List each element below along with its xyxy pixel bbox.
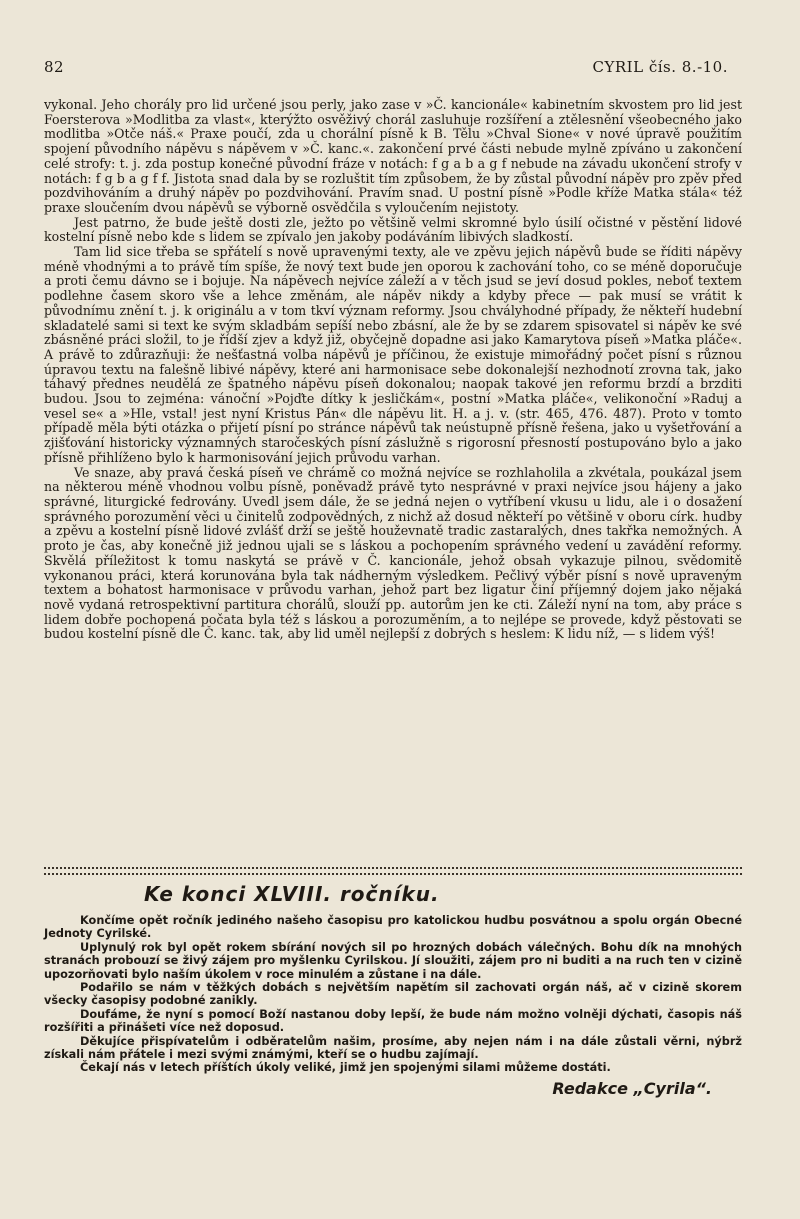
notice-paragraph: Podařilo se nám v těžkých dobách s největším napětím sil zachovati orgán náš, ač v cizině skorem všecky časopisy podobné zanikly.: [44, 981, 742, 1008]
article-paragraph: Ve snaze, aby pravá česká píseň ve chrámě co možná nejvíce se rozhlaholila a zkvétala, poukázal jsem na některou méně vhodnou volbu písně, poněvadž právě tyto nesprávné v praxi nejvíce jsou hájeny a jako správné, liturgické fedrovány. Uvedl jsem dále, že se jedná nejen o vytříbení vkusu u lidu, ale i o dosažení správného porozumění věci u činitelů zodpovědných, z nichž až dosud někteří po většině v oboru círk. hudby a zpěvu a kostelní písně lidové zvlášť drží se ještě houževnatě tradic zastaralých, dnes takřka nemožných. A proto je čas, aby konečně již jednou ujali se s láskou a pochopením správného vedení u zavádění reformy. Skvělá příležitost k tomu naskytá se právě v Č. kancionále, jehož obsah vykazuje pilnou, svědomitě vykonanou práci, která korunována byla tak nádherným výsledkem. Pečlivý výběr písní s nově upraveným textem a bohatost harmonisace v průvodu varhan, jehož part bez ligatur činí příjemný dojem jako nějaká nově vydaná retrospektivní partitura chorálů, slouží pp. autorům jen ke cti. Záleží nyní na tom, aby práce s lidem dobře pochopená počata byla též s láskou a porozuměním, a to nejlépe se provede, když pěstovati se budou kostelní písně dle Č. kanc. tak, aby lid uměl nejlepší z dobrých s heslem: K lidu níž, — s lidem výš!: [44, 464, 742, 642]
notice-signature: Redakce „Cyrila“.: [552, 1078, 712, 1098]
notice-paragraph: Čekají nás v letech příštích úkoly veliké, jimž jen spojenými silami můžeme dostáti.: [80, 1061, 611, 1075]
notice-body: [44, 914, 742, 1075]
notice-paragraph: Děkujíce přispívatelům i odběratelům našim, prosíme, aby nejen nám i na dále zůstali věrni, nýbrž získali nám přátele i mezi svými známými, kteří se o hudbu zajímají.: [44, 1034, 742, 1062]
section-divider: [44, 867, 742, 875]
notice-title: Ke konci XLVIII. ročníku.: [144, 882, 440, 906]
notice-paragraph: Doufáme, že nyní s pomocí Boží nastanou doby lepší, že bude nám možno volněji dýchati, časopis náš rozšířiti a přinášeti více než doposud.: [44, 1007, 742, 1035]
article-body: [44, 98, 742, 642]
notice-paragraph: Uplynulý rok byl opět rokem sbírání nových sil po hrozných dobách válečných. Bohu dík na mnohých stranách probouzí se živý zájem pro myšlenku Cyrilskou. Jí sloužiti, zájem pro ni buditi a na ruch ten v cizině upozorňovati bylo naším úkolem v roce minulém a zůstane i na dále.: [44, 940, 742, 981]
article-paragraph: vykonal. Jeho chorály pro lid určené jsou perly, jako zase v »Č. kancionále« kabinetním skvostem pro lid jest Foersterova »Modlitba za vlast«, kterýžto osvěživý chorál zasluhuje rozšíření a ztělesnění všeobecného jako modlitba »Otče náš.« Praxe poučí, zda u chorální písně k B. Tělu »Chval Sione« v nové úpravě použitím spojení původního nápěvu s nápěvem v »Č. kanc.«. zakončení prvé části nebude mylně zpíváno u zakončení celé strofy: t. j. zda postup konečné původní fráze v notách: f g a b a g f nebude na závadu ukončení strofy v notách: f g b a g f f. Jistota snad dala by se rozluštit tím způsobem, že by zůstal původní nápěv pro zpěv před pozdvihováním a druhý nápěv po pozdvihování. Pravím snad. U postní písně »Podle kříže Matka stála« též praxe sloučením dvou nápěvů se výborně osvědčila s vyloučením nejistoty.: [44, 97, 742, 215]
page-number: 82: [44, 58, 65, 76]
notice-paragraph: Končíme opět ročník jediného našeho časopisu pro katolickou hudbu posvátnou a spolu orgán Obecné Jednoty Cyrilské.: [44, 914, 742, 941]
article-paragraph: Tam lid sice třeba se spřátelí s nově upravenými texty, ale ve zpěvu jejich nápěvů bude se říditi nápěvy méně vhodnými a to právě tím spíše, že nový text bude jen oporou k zachování toho, co se méně doporučuje a proti čemu dávno se i bojuje. Na nápěvech nejvíce záleží a v těch jsud se jeví dosud pokles, neboť textem podlehne časem skoro vše a lehce změnám, ale nápěv nikdy a kdyby přece — pak musí se vrátit k původnímu znění t. j. k originálu a v tom tkví význam reformy. Jsou chvályhodné případy, že někteří hudební skladatelé sami si text ke svým skladbám sepíší nebo zbásní, ale že by se zdarem spisovatel si nápěv ke své zbásněné práci složil, to je řídší zjev a když již, obyčejně dopadne asi jako Kamarytova píseň »Matka pláče«. A právě to zdůrazňuji: že nešťastná volba nápěvů je příčinou, že existuje mimořádný počet písní s různou úpravou textu na falešně libivé nápěvy, které ani harmonisace sebe dokonalejší nezhodnotí zrovna tak, jako táhavý přednes neudělá ze špatného nápěvu píseň dokonalou; naopak takové jen reformu brzdí a brzditi budou. Jsou to zejména: vánoční »Pojďte dítky k jesličkám«, postní »Matka pláče«, velikonoční »Raduj a vesel se« a »Hle, vstal! jest nyní Kristus Pán« dle nápěvu lit. H. a j. v. (str. 465, 476. 487). Proto v tomto případě měla býti otázka o přijetí písní po stránce nápěvů tak neústupně přísně řešena, jako u vyšetřování a zjišťování historicky významných staročeských písní záslužně s rigorosní přesností postupováno bylo a jako přísně přihlíženo bylo k harmonisování jejich průvodu varhan.: [44, 244, 742, 465]
editorial-notice: [44, 878, 742, 1098]
running-title: CYRIL čís. 8.-10.: [592, 58, 728, 76]
page-header: [44, 58, 728, 76]
article-paragraph: Jest patrno, že bude ještě dosti zle, ježto po většině velmi skromné bylo úsilí očistné v pěstění lidové kostelní písně nebo kde s lidem se zpívalo jen jakoby podáváním libivých sladkostí.: [44, 214, 742, 245]
